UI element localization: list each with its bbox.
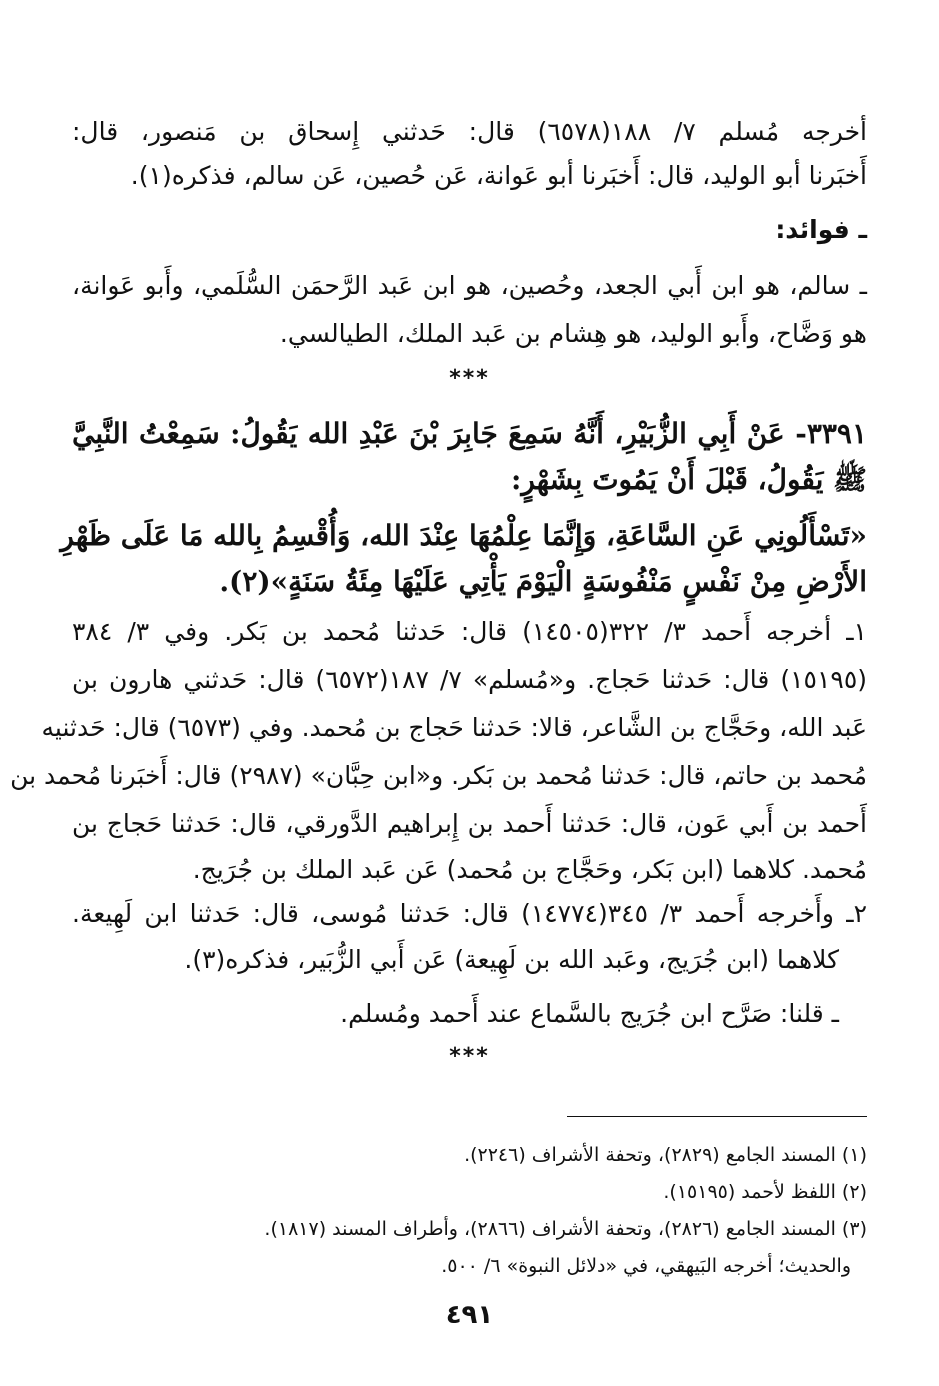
footnote-3-continued: والحديث؛ أخرجه البَيهقي، في «دلائل النبوة» ٦/ ٥٠٠. — [441, 1255, 851, 1277]
para1-line2: أَخبَرنا أبو الوليد، قال: أَخبَرنا أبو عَوانة، عَن حُصين، عَن سالم، فذكره(١). — [130, 161, 867, 190]
para1-line1: أخرجه مُسلم ٧/ ١٨٨(٦٥٧٨) قال: حَدثني إِسحاق بن مَنصور، قال: — [72, 117, 867, 146]
fawaid-line2: هو وَضَّاح، وأَبو الوليد، هو هِشام بن عَبد الملك، الطيالسي. — [279, 319, 867, 348]
hadith-line1: ٣٣٩١- عَنْ أَبِي الزُّبَيْرِ، أَنَّهُ سَمِعَ جَابِرَ بْنَ عَبْدِ الله يَقُولُ: سَمِعْتُ النَّبِيَّ — [72, 417, 867, 450]
hadith-line2: ﷺ يَقُولُ، قَبْلَ أَنْ يَمُوتَ بِشَهْرٍ: — [510, 463, 867, 496]
section-separator: *** — [449, 366, 490, 391]
takhrij1-line1: ١ـ أخرجه أَحمد ٣/ ٣٢٢(١٤٥٠٥) قال: حَدثنا مُحمد بن بَكر. وفي ٣/ ٣٨٤ — [72, 617, 867, 646]
takhrij2-line2: كلاهما (ابن جُرَيج، وعَبد الله بن لَهِيعة) عَن أَبي الزُّبَير، فذكره(٣). — [184, 945, 839, 974]
fawaid-line1: ـ سالم، هو ابن أَبي الجعد، وحُصين، هو ابن عَبد الرَّحمَن السُّلَمي، وأَبو عَوانة، — [72, 271, 867, 300]
page-number: ٤٩١ — [445, 1300, 494, 1330]
hadith-line4: الأَرْضِ مِنْ نَفْسٍ مَنْفُوسَةٍ الْيَوْمَ يَأْتِي عَلَيْهَا مِئَةُ سَنَةٍ»(٢). — [219, 565, 867, 598]
footnote-divider — [567, 1116, 867, 1117]
fawaid-heading: ـ فوائد: — [775, 215, 867, 244]
takhrij1-line4: مُحمد بن حاتم، قال: حَدثنا مُحمد بن بَكر. و«ابن حِبَّان» (٢٩٨٧) قال: أَخبَرنا مُحمد بن — [10, 761, 867, 790]
footnote-3: (٣) المسند الجامع (٢٨٢٦)، وتحفة الأشراف (٢٨٦٦)، وأطراف المسند (١٨١٧). — [264, 1218, 867, 1240]
takhrij2-line1: ٢ـ وأَخرجه أَحمد ٣/ ٣٤٥(١٤٧٧٤) قال: حَدثنا مُوسى، قال: حَدثنا ابن لَهِيعة. — [72, 899, 867, 928]
takhrij1-line3: عَبد الله، وحَجَّاج بن الشَّاعر، قالا: حَدثنا حَجاج بن مُحمد. وفي (٦٥٧٣) قال: حَدثنيه — [41, 713, 867, 742]
takhrij1-line5: أَحمد بن أَبي عَون، قال: حَدثنا أَحمد بن إِبراهيم الدَّورقي، قال: حَدثنا حَجاج بن — [72, 809, 867, 838]
footnote-2: (٢) اللفظ لأحمد (١٥١٩٥). — [663, 1181, 867, 1203]
takhrij2-line3: ـ قلنا: صَرَّح ابن جُرَيج بالسَّماع عند أَحمد ومُسلم. — [340, 999, 839, 1028]
takhrij1-line6: مُحمد. كلاهما (ابن بَكر، وحَجَّاج بن مُحمد) عَن عَبد الملك بن جُرَيج. — [192, 855, 867, 884]
takhrij1-line2: (١٥١٩٥) قال: حَدثنا حَجاج. و«مُسلم» ٧/ ١٨٧(٦٥٧٢) قال: حَدثني هارون بن — [72, 665, 868, 694]
section-separator-2: *** — [449, 1044, 490, 1069]
footnote-1: (١) المسند الجامع (٢٨٢٩)، وتحفة الأشراف (٢٢٤٦). — [464, 1144, 867, 1166]
hadith-line3: «تَسْأَلُونِي عَنِ السَّاعَةِ، وَإِنَّمَا عِلْمُهَا عِنْدَ الله، وَأُقْسِمُ بِالله مَا عَلَى ظَهْرِ — [60, 519, 867, 552]
